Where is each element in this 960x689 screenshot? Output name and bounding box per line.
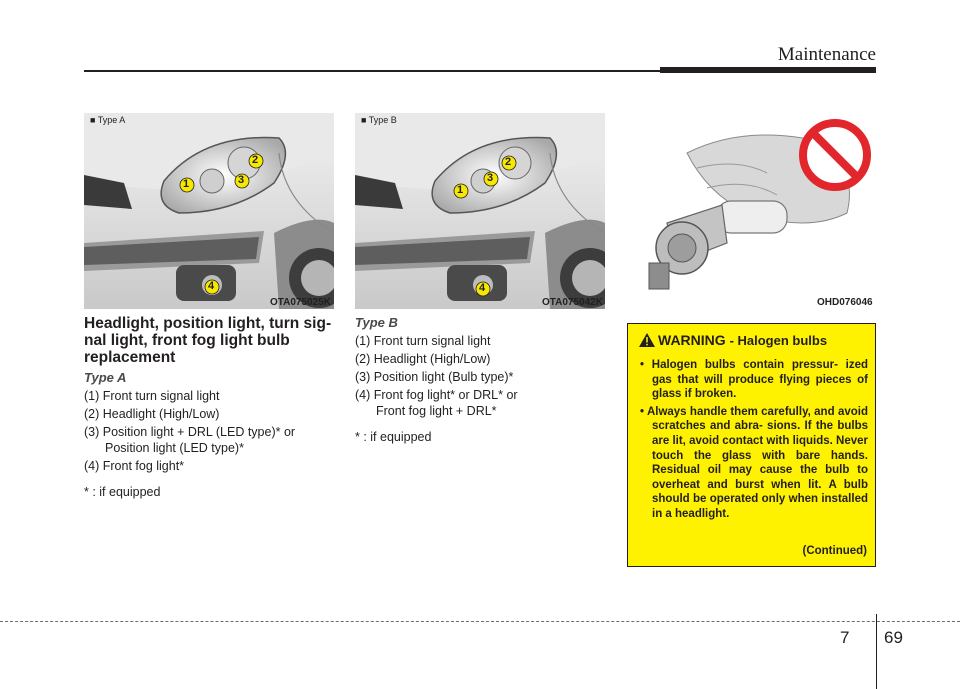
marker-4: 4 (475, 281, 491, 297)
footnote: * : if equipped (84, 485, 161, 499)
warning-bullets (640, 358, 868, 525)
figure-code-c: OHD076046 (817, 297, 873, 308)
footnote: * : if equipped (355, 430, 432, 444)
chapter-number: 7 (840, 628, 850, 647)
list-item: (1) Front turn signal light (84, 389, 220, 403)
list-item: (4) Front fog light* or DRL* or Front fog light + DRL* (355, 388, 518, 418)
warning-bullet: • Always handle them carefully, and avoid scratches and abra- sions. If the bulbs are lit, avoid contact with liquids. Never touch the glass with bare hands. Residual oil may cause the bulb to overheat and burst when lit. A bulb should be operated only when installed in a headlight. (640, 405, 868, 520)
footer-divider (876, 614, 877, 689)
warning-box (627, 323, 876, 567)
marker-3: 3 (234, 173, 250, 189)
header-bar (660, 67, 876, 73)
figure-type-b (355, 113, 605, 309)
marker-3: 3 (483, 171, 499, 187)
marker-4: 4 (204, 279, 220, 295)
type-a-subheading: Type A (84, 370, 127, 385)
marker-1: 1 (179, 177, 195, 193)
type-a-list (84, 370, 344, 500)
figure-code-b: OTA075042K (542, 297, 603, 308)
car-front-illustration-b (355, 113, 605, 309)
page-number: 69 (884, 628, 903, 647)
prohibition-icon (803, 123, 867, 187)
type-tag: ■ Type B (361, 115, 397, 125)
type-b-list (355, 315, 615, 445)
list-item: (1) Front turn signal light (355, 334, 491, 348)
warning-icon (638, 332, 656, 353)
marker-1: 1 (453, 183, 469, 199)
figure-code-a: OTA075025K (270, 297, 331, 308)
figure-type-a (84, 113, 334, 309)
footer-dashed-rule (0, 621, 960, 622)
section-title: Maintenance (777, 44, 876, 65)
list-item: (3) Position light + DRL (LED type)* or Position light (LED type)* (84, 425, 296, 455)
continued-label: (Continued) (802, 545, 867, 557)
marker-2: 2 (248, 153, 264, 169)
type-tag: ■ Type A (90, 115, 126, 125)
warning-bullet: • Halogen bulbs contain pressur- ized gas that will produce flying pieces of glass if broken. (640, 359, 868, 401)
list-item: (2) Headlight (High/Low) (355, 352, 491, 366)
figure-halogen-bulb (627, 113, 877, 309)
list-item: (4) Front fog light* (84, 459, 185, 473)
warning-title: WARNING - Halogen bulbs (658, 332, 828, 348)
section-heading: Headlight, position light, turn sig- nal light, front fog light bulb replacement (84, 315, 332, 366)
type-b-subheading: Type B (355, 315, 398, 330)
list-item: (2) Headlight (High/Low) (84, 407, 220, 421)
marker-2: 2 (501, 155, 517, 171)
list-item: (3) Position light (Bulb type)* (355, 370, 514, 384)
hand-holding-bulb-illustration (627, 113, 877, 309)
